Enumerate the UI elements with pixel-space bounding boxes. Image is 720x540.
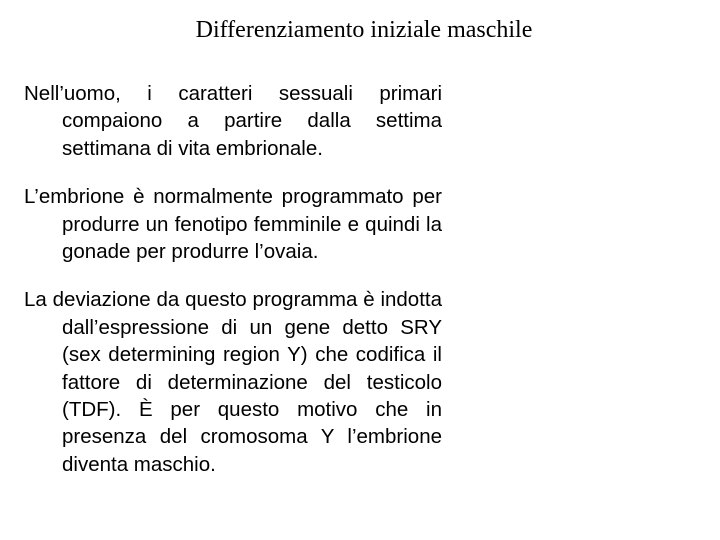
paragraph-default-program: L’embrione è normalmente programmato per produrre un fenotipo femminile e quindi la gonade per produrre l’ovaia. bbox=[24, 185, 442, 264]
paragraph-sry-gene: La deviazione da questo programma è indotta dall’espressione di un gene detto SRY (sex determining region Y) che codifica il fattore di determinazione del testicolo (TDF). È per questo motivo che in presenza del cromosoma Y l’embrione diventa maschio. bbox=[24, 288, 442, 476]
paragraph-primary-traits: Nell’uomo, i caratteri sessuali primari compaiono a partire dalla settima settimana di vita embrionale. bbox=[24, 82, 442, 160]
slide-body bbox=[24, 80, 442, 478]
slide-title: Differenziamento iniziale maschile bbox=[195, 17, 533, 43]
